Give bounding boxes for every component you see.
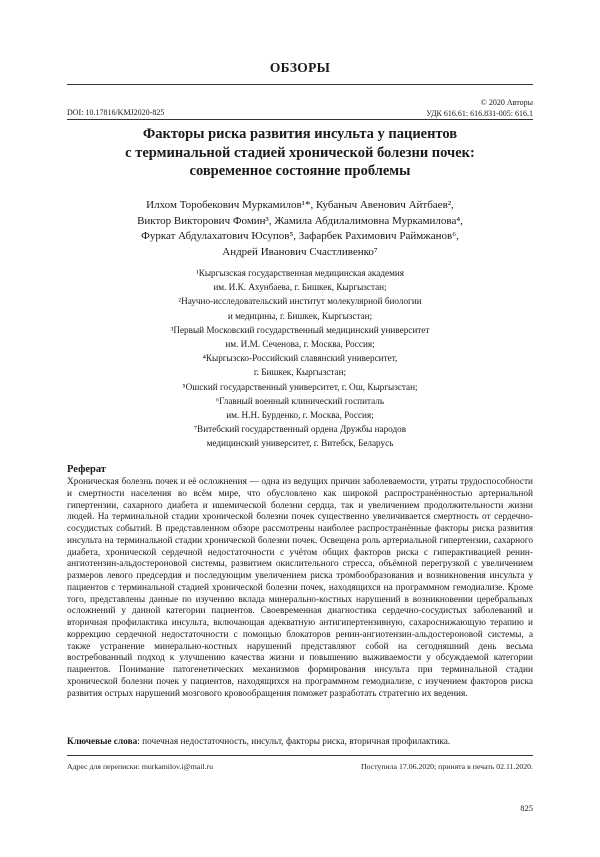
article-title (90, 125, 510, 181)
abstract-heading: Реферат (67, 464, 106, 475)
section-heading: ОБЗОРЫ (269, 60, 331, 75)
received-date: Поступила 17.06.2020; принята в печать 02.11.2020. (360, 762, 533, 771)
correspondence-address[interactable]: Адрес для переписки: murkamilov.i@mail.ru (67, 762, 214, 771)
doi[interactable]: DOI: 10.17816/KMJ2020-825 (67, 108, 165, 117)
affiliation-line: им. И.М. Сеченова, г. Москва, Россия; (225, 339, 375, 350)
title-line: современное состояние проблемы (189, 163, 411, 179)
author-list (100, 198, 500, 260)
meta-rule (67, 119, 533, 120)
affiliation-line: ¹Кыргызская государственная медицинская академия (195, 268, 405, 278)
affiliation-line: им. И.К. Ахунбаева, г. Бишкек, Кыргызстан; (213, 282, 387, 293)
title-line: с терминальной стадией хронической болезни почек: (125, 144, 475, 161)
abstract-text: Хроническая болезнь почек и её осложнения — одна из ведущих причин заболеваемости, утраты трудоспособности и смертности населения во всём мире, что обусловлено как широкой распространённостью артериальной гипертензии, сахарного диабета и ишемической болезни сердца, так и увеличением продолжительности жизни людей. На терминальной стадии хронической болезни почек существенно увеличивается смертность от сердечно-сосудистых событий. В представленном обзоре рассмотрены наиболее распространённые факторы риска развития инсульта на терминальной стадии хронической болезни почек. Освещена роль артериальной гипертензии, сахарного диабета, хронической сердечной недостаточности с учётом общих факторов риска с гиперактивацией ренин-ангиотензин-альдостероновой системы, развитием окислительного стресса, объёмной перегрузкой с увеличением размеров левого предсердия и последующим увеличением риска тромбообразования и возникновения инсульта у пациентов с терминальной стадией хронической болезни почек, находящихся на программном гемодиализе. Кроме того, представлены данные по изучению вклада минерально-костных нарушений в возникновении церебральных осложнений у данной категории пациентов. Своевременная диагностика сердечно-сосудистых заболеваний и вторичная профилактика инсульта, включающая адекватную антигипертензивную, сахароснижающую терапию и коррекцию сердечной недостаточности с помощью блокаторов ренин-ангиотензин-альдостероновой системы, а также устранение минерально-костных нарушений представляют собой на сегодняшний день весьма востребованный подход к улучшению качества жизни и повышению выживаемости у обсуждаемой категории пациентов. Понимание патогенетических механизмов формирования инсульта при терминальной стадии хронической болезни почек у пациентов, находящихся на программном гемодиализе, с изучением факторов риска развития острых нарушений мозгового кровообращения поможет разработать стратегию их ведения. (67, 477, 533, 699)
title-line: Факторы риска развития инсульта у пациентов (142, 126, 458, 142)
affiliation-line: ⁷Витебский государственный ордена Дружбы народов (193, 424, 407, 435)
author-line: Фуркат Абдулахатович Юсупов⁵, Зафарбек Рахимович Раймжанов⁶, (141, 230, 459, 242)
keywords (67, 737, 533, 749)
footer-rule (67, 755, 533, 756)
page-number: 825 (520, 803, 533, 813)
affiliation-line: медицинский университет, г. Витебск, Беларусь (206, 438, 394, 449)
affiliation-line: ⁶Главный военный клинический госпиталь (215, 395, 385, 406)
affiliation-list (110, 266, 490, 451)
header-rule (67, 84, 533, 85)
author-line: Андрей Иванович Счастливенко⁷ (222, 245, 378, 258)
affiliation-line: и медицины, г. Бишкек, Кыргызстан; (227, 310, 373, 321)
author-line: Илхом Торобекович Муркамилов¹*, Кубаныч Авенович Айтбаев², (146, 199, 454, 211)
copyright: © 2020 Авторы (480, 98, 533, 107)
affiliation-line: ⁵Ошский государственный университет, г. Ош, Кыргызстан; (182, 381, 418, 392)
author-line: Виктор Викторович Фомин³, Жамила Абдилалимовна Муркамилова⁴, (137, 214, 463, 227)
affiliation-line: г. Бишкек, Кыргызстан; (253, 367, 347, 378)
affiliation-line: ³Первый Московский государственный медицинский университет (170, 324, 430, 335)
affiliation-line: ⁴Кыргызско-Российский славянский университет, (202, 353, 398, 364)
udc-code: УДК 616.61: 616.831-005: 616.1 (426, 108, 533, 118)
affiliation-line: им. Н.Н. Бурденко, г. Москва, Россия; (226, 410, 374, 421)
keywords-label: Ключевые слова (67, 737, 138, 747)
keywords-list: : почечная недостаточность, инсульт, факторы риска, вторичная профилактика. (137, 737, 451, 747)
meta-right (426, 98, 533, 119)
affiliation-line: ²Научно-исследовательский институт молекулярной биологии (178, 296, 422, 307)
